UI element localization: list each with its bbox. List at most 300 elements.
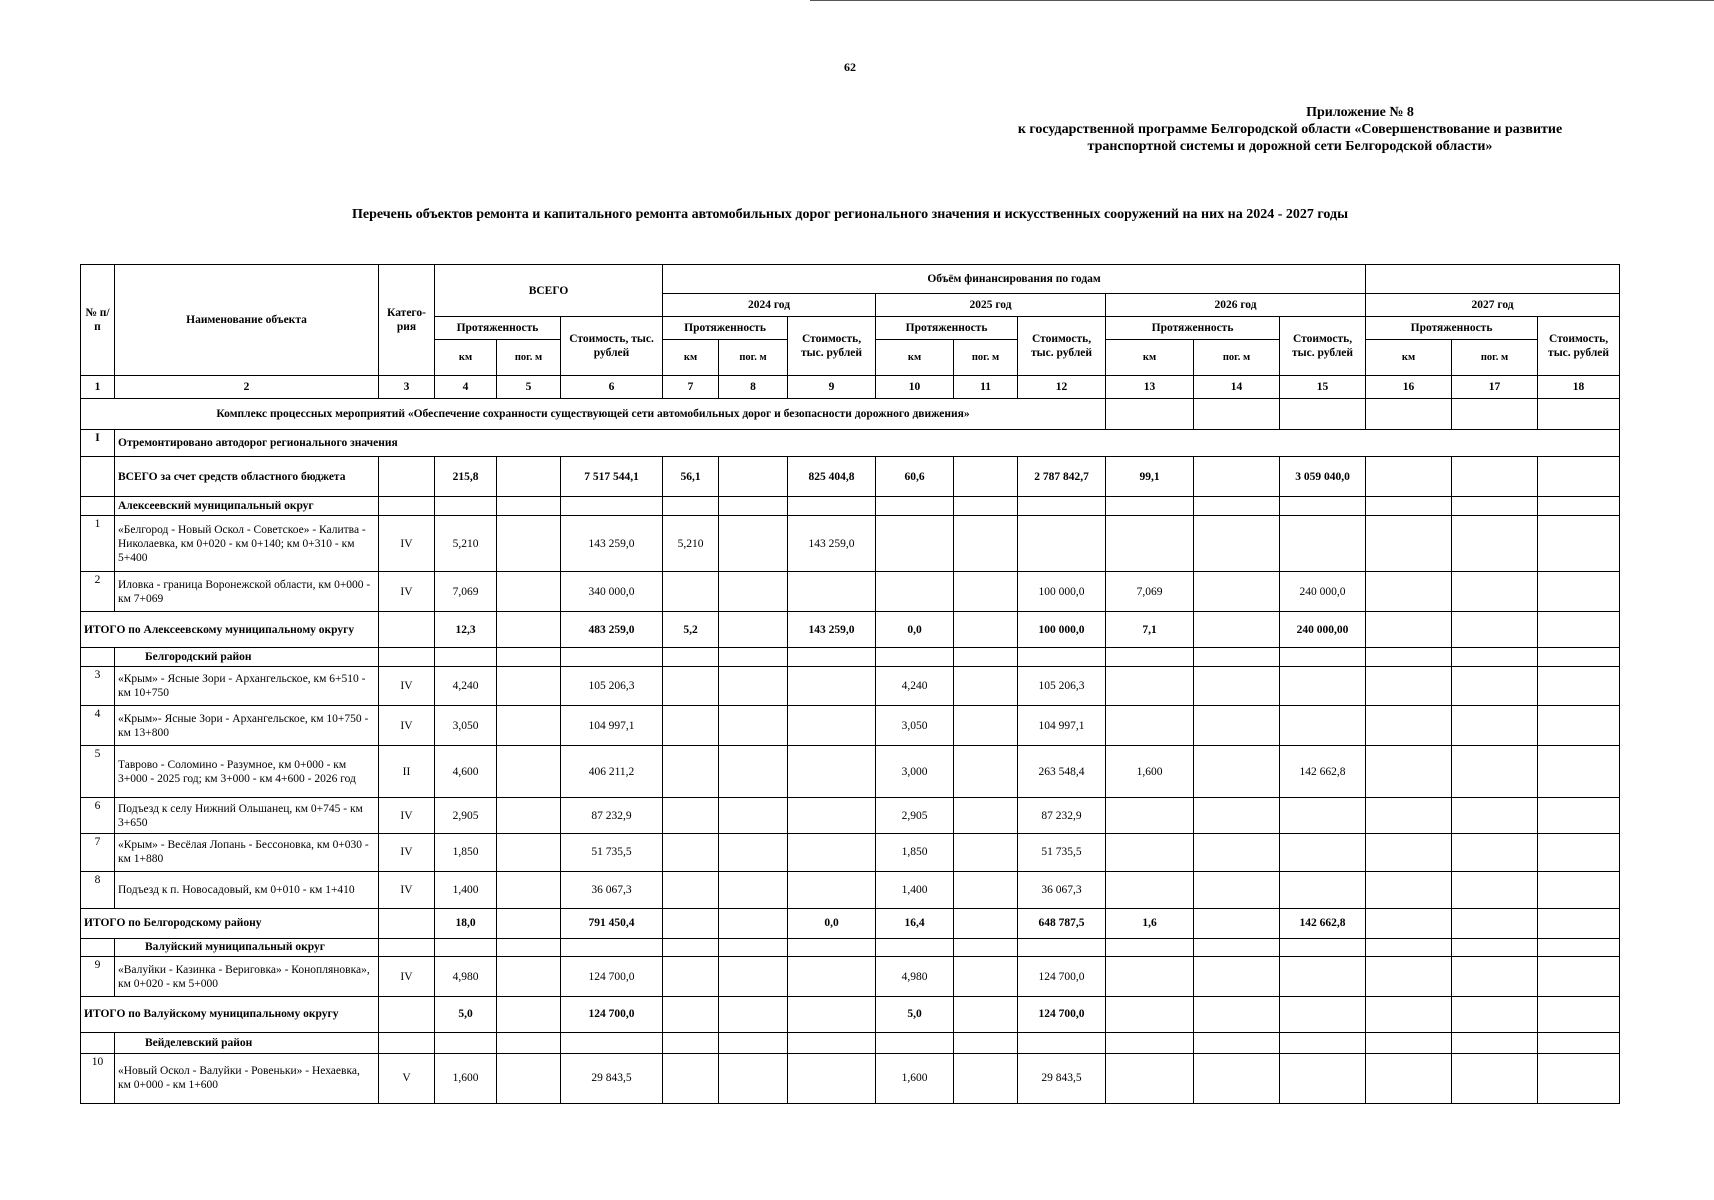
column-number: 14: [1194, 375, 1280, 398]
value-cell: [719, 871, 788, 909]
object-name: «Крым» - Весёлая Лопань - Бессоновка, км 0+030 - км 1+880: [115, 833, 379, 871]
value-cell: [1366, 798, 1452, 834]
value-cell: 3,000: [876, 746, 954, 798]
value-cell: 87 232,9: [561, 798, 663, 834]
value-cell: [497, 909, 561, 938]
value-cell: [954, 515, 1018, 571]
group-row: [81, 497, 1620, 516]
row-number: 1: [81, 515, 115, 571]
row-number: 5: [81, 746, 115, 798]
value-cell: [1538, 997, 1620, 1033]
value-cell: 1,600: [876, 1053, 954, 1103]
value-cell: [497, 957, 561, 997]
value-cell: [1280, 997, 1366, 1033]
value-cell: [1538, 833, 1620, 871]
value-cell: [1538, 706, 1620, 746]
table-row: [81, 957, 1620, 997]
value-cell: [954, 798, 1018, 834]
value-cell: [719, 997, 788, 1033]
row-number: 6: [81, 798, 115, 834]
column-number: 8: [719, 375, 788, 398]
value-cell: 12,3: [435, 612, 497, 648]
value-cell: 1,600: [1106, 746, 1194, 798]
value-cell: [497, 666, 561, 706]
value-cell: 483 259,0: [561, 612, 663, 648]
subtotal-row: [81, 612, 1620, 648]
appendix-heading: [980, 104, 1600, 155]
value-cell: 2,905: [435, 798, 497, 834]
value-cell: 51 735,5: [561, 833, 663, 871]
value-cell: [1452, 572, 1538, 612]
value-cell: [379, 612, 435, 648]
header-year-2025: 2025 год: [876, 294, 1106, 317]
value-cell: [1106, 871, 1194, 909]
header-length-total: Протяженность: [435, 317, 561, 340]
row-number: 9: [81, 957, 115, 997]
value-cell: [788, 957, 876, 997]
header-num: № п/п: [81, 265, 115, 376]
value-cell: [1280, 957, 1366, 997]
value-cell: 60,6: [876, 457, 954, 497]
value-cell: [663, 957, 719, 997]
column-number: 10: [876, 375, 954, 398]
row-number: 8: [81, 871, 115, 909]
section-label: Отремонтировано автодорог регионального значения: [115, 430, 1620, 457]
value-cell: [663, 909, 719, 938]
value-cell: [1106, 997, 1194, 1033]
top-rule: [810, 0, 1714, 1]
value-cell: 1,400: [876, 871, 954, 909]
value-cell: 4,240: [435, 666, 497, 706]
value-cell: 87 232,9: [1018, 798, 1106, 834]
header-km: км: [1106, 340, 1194, 376]
value-cell: [1452, 798, 1538, 834]
column-number: 15: [1280, 375, 1366, 398]
subtotal-row: [81, 997, 1620, 1033]
value-cell: [788, 833, 876, 871]
header-km: км: [1366, 340, 1452, 376]
value-cell: [954, 457, 1018, 497]
value-cell: [1366, 746, 1452, 798]
value-cell: [1106, 706, 1194, 746]
value-cell: 4,980: [876, 957, 954, 997]
value-cell: 124 700,0: [1018, 957, 1106, 997]
value-cell: [954, 833, 1018, 871]
value-cell: [1366, 1053, 1452, 1103]
value-cell: [788, 997, 876, 1033]
value-cell: [663, 1053, 719, 1103]
group-label: Валуйский муниципальный округ: [115, 938, 379, 957]
value-cell: [1280, 798, 1366, 834]
column-number: 17: [1452, 375, 1538, 398]
value-cell: 18,0: [435, 909, 497, 938]
column-number-row: [81, 375, 1620, 398]
value-cell: 240 000,00: [1280, 612, 1366, 648]
value-cell: [1194, 909, 1280, 938]
group-label: Вейделевский район: [115, 1032, 379, 1053]
header-length-2024: Протяженность: [663, 317, 788, 340]
value-cell: IV: [379, 798, 435, 834]
value-cell: [954, 997, 1018, 1033]
value-cell: IV: [379, 957, 435, 997]
value-cell: [719, 706, 788, 746]
value-cell: [663, 572, 719, 612]
value-cell: 142 662,8: [1280, 746, 1366, 798]
value-cell: [1452, 457, 1538, 497]
value-cell: 3,050: [435, 706, 497, 746]
value-cell: [497, 871, 561, 909]
table-row: [81, 833, 1620, 871]
value-cell: [1280, 515, 1366, 571]
header-cost-2027: Стоимость, тыс. рублей: [1538, 317, 1620, 376]
column-number: 4: [435, 375, 497, 398]
value-cell: [788, 1053, 876, 1103]
value-cell: [1194, 1053, 1280, 1103]
value-cell: [663, 871, 719, 909]
value-cell: [1194, 666, 1280, 706]
objects-table: [80, 264, 1620, 1104]
row-number: 3: [81, 666, 115, 706]
value-cell: [1538, 572, 1620, 612]
object-name: «Белгород - Новый Оскол - Советское» - Калитва - Николаевка, км 0+020 - км 0+140; км 0+310 - км 5+400: [115, 515, 379, 571]
value-cell: [719, 457, 788, 497]
header-pm: пог. м: [719, 340, 788, 376]
value-cell: [663, 997, 719, 1033]
value-cell: 105 206,3: [1018, 666, 1106, 706]
value-cell: 16,4: [876, 909, 954, 938]
value-cell: [1280, 833, 1366, 871]
value-cell: [663, 666, 719, 706]
header-pm: пог. м: [954, 340, 1018, 376]
total-row: [81, 457, 1620, 497]
value-cell: IV: [379, 833, 435, 871]
column-number: 11: [954, 375, 1018, 398]
value-cell: [954, 706, 1018, 746]
header-length-2026: Протяженность: [1106, 317, 1280, 340]
value-cell: [379, 909, 435, 938]
column-number: 18: [1538, 375, 1620, 398]
header-year-2024: 2024 год: [663, 294, 876, 317]
value-cell: 7,1: [1106, 612, 1194, 648]
value-cell: [954, 746, 1018, 798]
header-cost-2026: Стоимость, тыс. рублей: [1280, 317, 1366, 376]
object-name: «Валуйки - Казинка - Вериговка» - Конопляновка», км 0+020 - км 5+000: [115, 957, 379, 997]
value-cell: [1452, 746, 1538, 798]
value-cell: 1,850: [435, 833, 497, 871]
table-row: [81, 798, 1620, 834]
column-number: 16: [1366, 375, 1452, 398]
value-cell: [1366, 706, 1452, 746]
value-cell: [719, 666, 788, 706]
appendix-line-2: к государственной программе Белгородской области «Совершенствование и развитие: [1017, 122, 1563, 137]
value-cell: 29 843,5: [1018, 1053, 1106, 1103]
value-cell: [1194, 833, 1280, 871]
value-cell: 104 997,1: [561, 706, 663, 746]
value-cell: 4,240: [876, 666, 954, 706]
value-cell: [876, 515, 954, 571]
value-cell: 5,0: [435, 997, 497, 1033]
value-cell: 1,400: [435, 871, 497, 909]
value-cell: [788, 871, 876, 909]
value-cell: 2 787 842,7: [1018, 457, 1106, 497]
row-number: 10: [81, 1053, 115, 1103]
header-pm: пог. м: [497, 340, 561, 376]
header-year-2026: 2026 год: [1106, 294, 1366, 317]
value-cell: [1366, 833, 1452, 871]
value-cell: [719, 909, 788, 938]
value-cell: 7 517 544,1: [561, 457, 663, 497]
value-cell: [719, 612, 788, 648]
value-cell: [497, 833, 561, 871]
object-name: Подъезд к п. Новосадовый, км 0+010 - км 1+410: [115, 871, 379, 909]
value-cell: 0,0: [876, 612, 954, 648]
total-label: ВСЕГО за счет средств областного бюджета: [115, 457, 379, 497]
value-cell: 51 735,5: [1018, 833, 1106, 871]
row-number: 4: [81, 706, 115, 746]
value-cell: [1452, 997, 1538, 1033]
table-row: [81, 706, 1620, 746]
header-length-2025: Протяженность: [876, 317, 1018, 340]
header-financing: Объём финансирования по годам: [663, 265, 1366, 294]
value-cell: 3,050: [876, 706, 954, 746]
value-cell: [876, 572, 954, 612]
value-cell: IV: [379, 572, 435, 612]
value-cell: [663, 798, 719, 834]
value-cell: [1280, 666, 1366, 706]
value-cell: 56,1: [663, 457, 719, 497]
group-row: [81, 938, 1620, 957]
value-cell: [1194, 515, 1280, 571]
value-cell: 99,1: [1106, 457, 1194, 497]
header-cost-2025: Стоимость, тыс. рублей: [1018, 317, 1106, 376]
value-cell: [1366, 997, 1452, 1033]
group-label: Алексеевский муниципальный округ: [115, 497, 379, 516]
value-cell: 143 259,0: [788, 612, 876, 648]
column-number: 12: [1018, 375, 1106, 398]
subtotal-label: ИТОГО по Валуйскому муниципальному округу: [81, 997, 379, 1033]
value-cell: 5,210: [663, 515, 719, 571]
value-cell: [1538, 746, 1620, 798]
column-number: 3: [379, 375, 435, 398]
value-cell: IV: [379, 666, 435, 706]
value-cell: [954, 957, 1018, 997]
value-cell: [1538, 612, 1620, 648]
value-cell: [1194, 457, 1280, 497]
value-cell: 340 000,0: [561, 572, 663, 612]
value-cell: [1538, 957, 1620, 997]
value-cell: [788, 666, 876, 706]
object-name: Подъезд к селу Нижний Ольшанец, км 0+745 - км 3+650: [115, 798, 379, 834]
column-number: 2: [115, 375, 379, 398]
table-row: [81, 572, 1620, 612]
table-row: [81, 1053, 1620, 1103]
section-number: I: [81, 430, 115, 457]
value-cell: [1538, 666, 1620, 706]
value-cell: [497, 798, 561, 834]
value-cell: [1366, 572, 1452, 612]
value-cell: [719, 957, 788, 997]
value-cell: [1018, 515, 1106, 571]
header-total: ВСЕГО: [435, 265, 663, 317]
value-cell: 7,069: [1106, 572, 1194, 612]
value-cell: [379, 457, 435, 497]
table-row: [81, 871, 1620, 909]
value-cell: [1194, 572, 1280, 612]
value-cell: [1538, 457, 1620, 497]
table-row: [81, 746, 1620, 798]
value-cell: 143 259,0: [561, 515, 663, 571]
header-name: Наименование объекта: [115, 265, 379, 376]
header-km: км: [876, 340, 954, 376]
value-cell: [788, 746, 876, 798]
document-title: Перечень объектов ремонта и капитального ремонта автомобильных дорог регионального значения и искусственных сооружений на них на 2024 - 2027 годы: [351, 207, 1349, 222]
value-cell: 406 211,2: [561, 746, 663, 798]
value-cell: [1366, 515, 1452, 571]
group-row: [81, 1032, 1620, 1053]
value-cell: [1366, 666, 1452, 706]
value-cell: [497, 1053, 561, 1103]
subtotal-label: ИТОГО по Алексеевскому муниципальному округу: [81, 612, 379, 648]
value-cell: [1538, 798, 1620, 834]
value-cell: [1452, 612, 1538, 648]
value-cell: [1194, 871, 1280, 909]
value-cell: [954, 572, 1018, 612]
value-cell: [1194, 997, 1280, 1033]
value-cell: 124 700,0: [561, 957, 663, 997]
row-number: 2: [81, 572, 115, 612]
value-cell: [663, 746, 719, 798]
value-cell: [954, 909, 1018, 938]
value-cell: 648 787,5: [1018, 909, 1106, 938]
value-cell: [788, 706, 876, 746]
value-cell: 143 259,0: [788, 515, 876, 571]
value-cell: [497, 997, 561, 1033]
value-cell: [788, 572, 876, 612]
table-row: [81, 666, 1620, 706]
value-cell: V: [379, 1053, 435, 1103]
value-cell: 5,2: [663, 612, 719, 648]
column-number: 7: [663, 375, 719, 398]
value-cell: II: [379, 746, 435, 798]
value-cell: [719, 515, 788, 571]
value-cell: [497, 515, 561, 571]
value-cell: 240 000,0: [1280, 572, 1366, 612]
object-name: «Крым»- Ясные Зори - Архангельское, км 10+750 - км 13+800: [115, 706, 379, 746]
value-cell: [1366, 457, 1452, 497]
group-row: [81, 647, 1620, 666]
value-cell: [1106, 515, 1194, 571]
value-cell: 4,980: [435, 957, 497, 997]
value-cell: [1280, 871, 1366, 909]
value-cell: [1452, 909, 1538, 938]
value-cell: 1,600: [435, 1053, 497, 1103]
column-number: 6: [561, 375, 663, 398]
value-cell: 215,8: [435, 457, 497, 497]
header-pm: пог. м: [1452, 340, 1538, 376]
table-row: [81, 515, 1620, 571]
value-cell: [1538, 909, 1620, 938]
value-cell: [1538, 1053, 1620, 1103]
value-cell: [1452, 515, 1538, 571]
value-cell: 4,600: [435, 746, 497, 798]
value-cell: [497, 746, 561, 798]
value-cell: 104 997,1: [1018, 706, 1106, 746]
header-length-2027: Протяженность: [1366, 317, 1538, 340]
header-km: км: [663, 340, 719, 376]
value-cell: [719, 833, 788, 871]
complex-title: Комплекс процессных мероприятий «Обеспечение сохранности существующей сети автомобильных дорог и безопасности дорожного движения»: [81, 398, 1106, 429]
header-empty: [1366, 265, 1620, 294]
value-cell: [1106, 798, 1194, 834]
value-cell: [1106, 1053, 1194, 1103]
object-name: «Крым» - Ясные Зори - Архангельское, км 6+510 - км 10+750: [115, 666, 379, 706]
value-cell: [1366, 871, 1452, 909]
group-label: Белгородский район: [115, 647, 379, 666]
value-cell: 0,0: [788, 909, 876, 938]
value-cell: 791 450,4: [561, 909, 663, 938]
value-cell: [1194, 746, 1280, 798]
value-cell: IV: [379, 706, 435, 746]
column-number: 5: [497, 375, 561, 398]
value-cell: 100 000,0: [1018, 572, 1106, 612]
appendix-line-1: Приложение № 8: [1306, 105, 1414, 120]
value-cell: [1538, 515, 1620, 571]
row-number: 7: [81, 833, 115, 871]
header-category: Катего-рия: [379, 265, 435, 376]
value-cell: [954, 1053, 1018, 1103]
value-cell: [1194, 612, 1280, 648]
value-cell: [663, 706, 719, 746]
value-cell: [497, 572, 561, 612]
value-cell: [1452, 957, 1538, 997]
value-cell: 5,210: [435, 515, 497, 571]
value-cell: [1366, 612, 1452, 648]
value-cell: IV: [379, 515, 435, 571]
header-cost-2024: Стоимость, тыс. рублей: [788, 317, 876, 376]
value-cell: 3 059 040,0: [1280, 457, 1366, 497]
value-cell: 5,0: [876, 997, 954, 1033]
value-cell: [1452, 666, 1538, 706]
header-pm: пог. м: [1194, 340, 1280, 376]
value-cell: [1538, 871, 1620, 909]
value-cell: [1194, 798, 1280, 834]
value-cell: [1452, 706, 1538, 746]
value-cell: [1280, 706, 1366, 746]
value-cell: 1,850: [876, 833, 954, 871]
value-cell: [497, 457, 561, 497]
header-row-1: [81, 265, 1620, 294]
column-number: 1: [81, 375, 115, 398]
value-cell: 105 206,3: [561, 666, 663, 706]
value-cell: 100 000,0: [1018, 612, 1106, 648]
value-cell: [379, 997, 435, 1033]
value-cell: 1,6: [1106, 909, 1194, 938]
object-name: Таврово - Соломино - Разумное, км 0+000 - км 3+000 - 2025 год; км 3+000 - км 4+600 - 2026 год: [115, 746, 379, 798]
value-cell: [1452, 871, 1538, 909]
header-cost-total: Стоимость, тыс. рублей: [561, 317, 663, 376]
value-cell: [719, 572, 788, 612]
value-cell: 124 700,0: [561, 997, 663, 1033]
value-cell: [954, 666, 1018, 706]
value-cell: 7,069: [435, 572, 497, 612]
value-cell: [497, 612, 561, 648]
column-number: 13: [1106, 375, 1194, 398]
value-cell: 263 548,4: [1018, 746, 1106, 798]
column-number: 9: [788, 375, 876, 398]
value-cell: [1452, 1053, 1538, 1103]
complex-row: [81, 398, 1620, 429]
value-cell: [719, 798, 788, 834]
